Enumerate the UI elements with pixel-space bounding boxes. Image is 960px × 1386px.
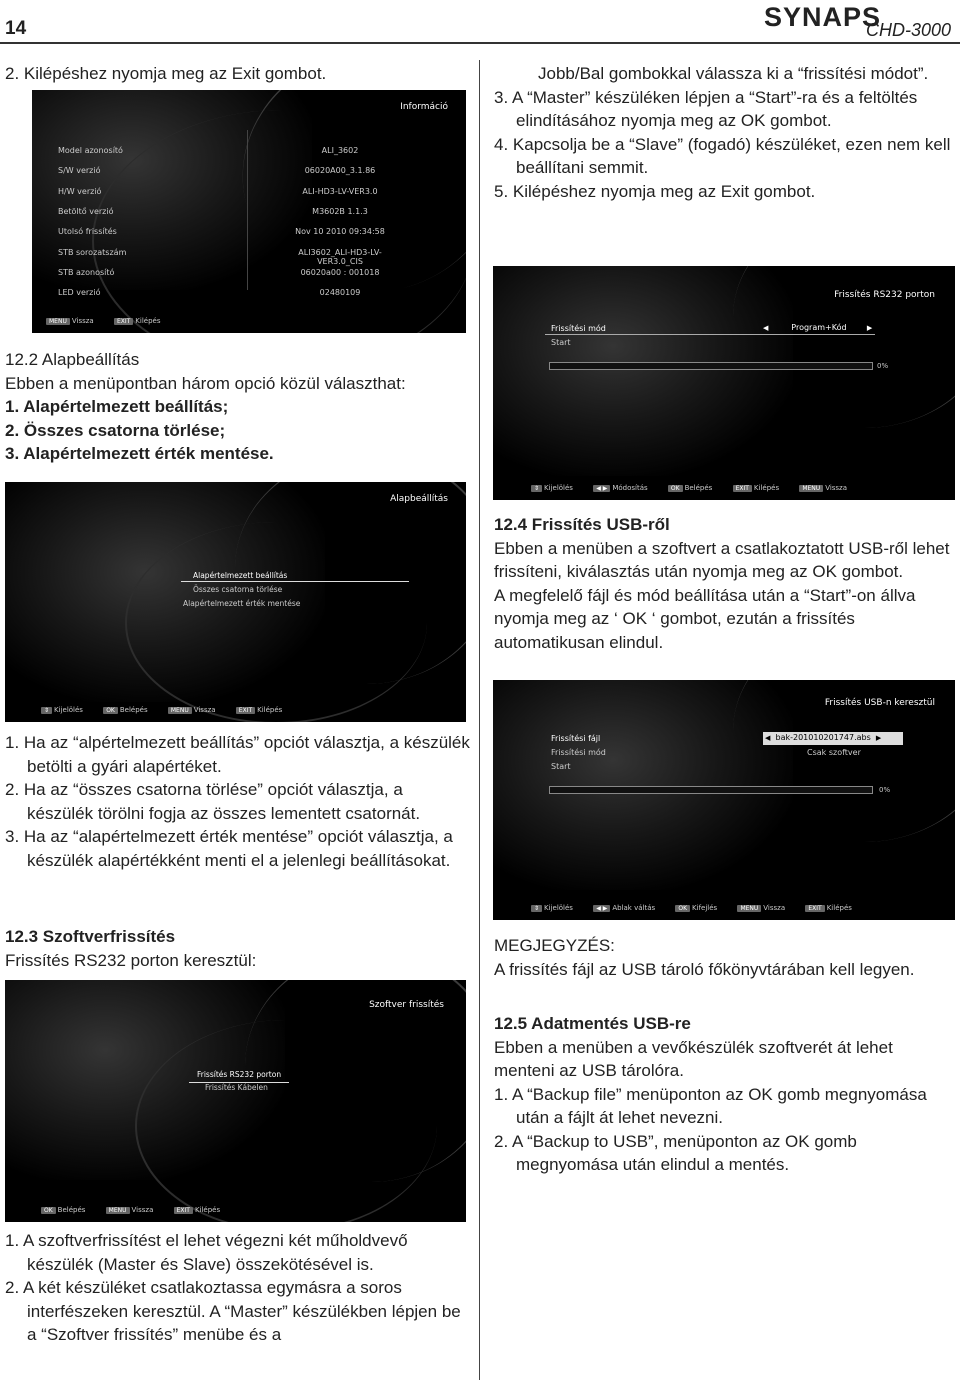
section-heading: 12.4 Frissítés USB-ről	[494, 515, 670, 534]
section-p1: Ebben a menüben a szoftvert a csatlakoztatott USB-ről lehet frissíteni, kiválasztás után nyomja meg az OK gombot.	[494, 538, 950, 581]
info-value: 06020A00_3.1.86	[304, 166, 376, 176]
section-subheading: Frissítés RS232 porton keresztül:	[5, 950, 257, 970]
mode-selector[interactable]: ◀ Program+Kód ▶	[763, 323, 873, 332]
section-heading: 12.2 Alapbeállítás	[5, 350, 140, 369]
screen-footer: MENU Vissza EXIT Kilépés	[46, 317, 178, 325]
model-name: CHD-3000	[866, 20, 952, 40]
section-p1: Ebben a menüben a vevőkészülék szoftverét át lehet menteni az USB tárolóra.	[494, 1037, 893, 1080]
start-item[interactable]: Start	[551, 762, 571, 771]
info-value: ALI_3602	[321, 146, 359, 155]
info-label: STB sorozatszám	[58, 247, 127, 257]
brand-logo: SYNAPS	[764, 2, 882, 32]
section-heading: 12.3 Szoftverfrissítés	[5, 927, 176, 946]
screen-footer: ⇕ Kijelölés OK Belépés MENU Vissza EXIT Kilépés	[41, 706, 300, 714]
file-label: Frissítési fájl	[551, 734, 601, 743]
header-rule	[0, 42, 960, 44]
info-value: ALI-HD3-LV-VER3.0	[302, 186, 378, 196]
info-value: 02480109	[319, 288, 361, 298]
info-label: Model azonosító	[58, 146, 123, 155]
info-label: S/W verzió	[58, 166, 101, 176]
backup-step-2: 2. A “Backup to USB”, menüponton az OK gomb megnyomása után elindul a mentés.	[494, 1131, 857, 1174]
mode-value[interactable]: Csak szoftver	[807, 748, 861, 757]
factory-reset-screen	[5, 482, 466, 722]
menu-item-rs232[interactable]: Frissítés RS232 porton	[197, 1070, 282, 1079]
screen-title: Frissítés USB-n keresztül	[824, 698, 935, 708]
step-4: 4. Kapcsolja be a “Slave” (fogadó) készüléket, ezen nem kell beállítani semmit.	[494, 134, 951, 177]
section-12-3	[5, 925, 470, 972]
option-3: 3. Alapértelmezett érték mentése.	[5, 444, 274, 463]
update-steps-continued	[494, 62, 954, 203]
software-update-screen	[5, 980, 466, 1222]
info-value: M3602B 1.1.3	[312, 206, 368, 216]
info-screen	[32, 90, 466, 333]
progress-bar	[549, 786, 873, 794]
screen-title: Frissítés RS232 porton	[834, 290, 935, 300]
progress-percent: 0%	[877, 362, 889, 370]
info-label: STB azonosító	[58, 267, 115, 277]
note-text: A frissítés fájl az USB tároló főkönyvtárában kell legyen.	[494, 959, 915, 979]
step-3: 3. A “Master” készüléken lépjen a “Start”-ra és a feltöltés elindításához nyomja meg az OK gombot.	[494, 87, 918, 130]
exit-instruction: 2. Kilépéshez nyomja meg az Exit gombot.	[5, 64, 327, 83]
page-number: 14	[5, 18, 27, 39]
screen-title: Szoftver frissítés	[369, 1000, 444, 1010]
screen-footer: OK Belépés MENU Vissza EXIT Kilépés	[41, 1206, 238, 1214]
update-steps	[5, 1229, 470, 1347]
option-2: 2. Összes csatorna törlése;	[5, 420, 226, 440]
section-12-4	[494, 513, 954, 654]
reset-explanations	[5, 731, 470, 872]
step-2-cont: Jobb/Bal gombokkal válassza ki a “frissítési módot”.	[538, 64, 929, 83]
section-intro: Ebben a menüpontban három opció közül választhat:	[5, 373, 406, 393]
mode-label: Frissítési mód	[551, 748, 606, 757]
step-5: 5. Kilépéshez nyomja meg az Exit gombot.	[494, 181, 816, 201]
usb-update-screen	[493, 680, 955, 920]
column-divider	[479, 60, 480, 1380]
explain-3: 3. Ha az “alapértelmezett érték mentése” opciót választja, a készülék alapértékként menti el a jelenlegi beállításokat.	[5, 827, 453, 870]
section-p2: A megfelelő fájl és mód beállítása után a “Start”-on állva nyomja meg az ‘ OK ‘ gombot, ezután a frissítés automatikusan elindul.	[494, 585, 916, 652]
explain-2: 2. Ha az “összes csatorna törlése” opciót választja, a készülék törölni fogja az összes lementett csatornát.	[5, 780, 421, 823]
screen-footer: ⇕ Kijelölés ◀ ▶ Ablak váltás OK Kifejlés MENU Vissza EXIT Kilépés	[531, 904, 870, 912]
info-value: 06020a00 : 001018	[300, 267, 380, 277]
step-2: 2. A két készüléket csatlakoztassa egymásra a soros interfészeken keresztül. A “Master” készülékben lépjen be a “Szoftver frissítés” menübe és a	[5, 1278, 461, 1344]
screen-footer: ⇕ Kijelölés ◀ ▶ Módosítás OK Belépés EXIT Kilépés MENU Vissza	[531, 484, 865, 492]
note-block	[494, 934, 954, 981]
info-value: Nov 10 2010 09:34:58	[295, 227, 385, 237]
menu-item-delete-channels[interactable]: Összes csatorna törlése	[193, 585, 283, 594]
rs232-update-screen	[493, 266, 955, 500]
section-heading: 12.5 Adatmentés USB-re	[494, 1014, 691, 1033]
info-label: H/W verzió	[58, 186, 102, 196]
start-item[interactable]: Start	[551, 338, 571, 347]
option-1: 1. Alapértelmezett beállítás;	[5, 397, 229, 416]
screen-title: Alapbeállítás	[390, 494, 448, 504]
file-selector[interactable]: ◀ bak-201010201747.abs ▶	[765, 733, 882, 742]
step-1: 1. A szoftverfrissítést el lehet végezni két műholdvevő készülék (Master és Slave) összekötésével is.	[5, 1231, 408, 1274]
explain-1: 1. Ha az “alpértelmezett beállítás” opciót választja, a készülék betölti a gyári alapértéket.	[5, 733, 470, 776]
info-label: Utolsó frissítés	[58, 227, 117, 237]
menu-item-default-settings[interactable]: Alapértelmezett beállítás	[193, 571, 288, 580]
note-heading: MEGJEGYZÉS:	[494, 936, 615, 955]
section-12-2	[5, 348, 475, 466]
section-12-5	[494, 1012, 954, 1177]
backup-step-1: 1. A “Backup file” menüponton az OK gomb megnyomása után a fájlt át lehet nevezni.	[494, 1084, 927, 1127]
info-value: ALI3602_ALI-HD3-LV-VER3.0_CIS	[298, 247, 382, 266]
progress-bar	[549, 362, 873, 370]
mode-label: Frissítési mód	[551, 324, 606, 333]
info-label: LED verzió	[58, 288, 101, 298]
menu-item-save-defaults[interactable]: Alapértelmezett érték mentése	[183, 599, 301, 608]
menu-item-cable[interactable]: Frissítés Kábelen	[205, 1083, 268, 1092]
progress-percent: 0%	[879, 786, 891, 794]
info-label: Betöltő verzió	[58, 206, 114, 216]
screen-title: Információ	[400, 102, 448, 112]
